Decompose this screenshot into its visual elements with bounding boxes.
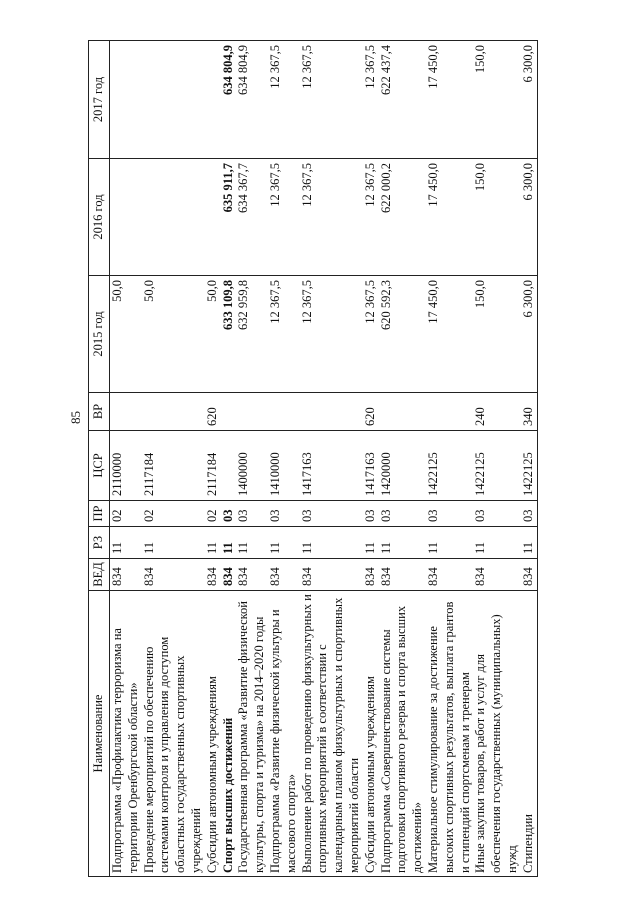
header-2015: 2015 год xyxy=(89,276,110,393)
table-row xyxy=(473,41,520,877)
row-rz: 11 xyxy=(268,527,300,559)
row-pr: 03 xyxy=(221,501,237,527)
table-header-row xyxy=(89,41,110,877)
row-value-2016: 12 367,5 xyxy=(300,159,363,276)
row-value-2017: 634 804,9 xyxy=(221,41,237,159)
row-ved: 834 xyxy=(268,559,300,591)
row-vr xyxy=(110,393,142,431)
row-value-2015: 50,0 xyxy=(142,276,205,393)
row-value-2016: 622 000,2 xyxy=(379,159,426,276)
row-rz: 11 xyxy=(521,527,537,559)
row-rz: 11 xyxy=(473,527,520,559)
row-name: Материальное стимулирование за достижение высоких спортивных результатов, выплата грантов и стипендий спортсменам и тренерам xyxy=(426,591,473,877)
row-csr xyxy=(221,431,237,501)
row-value-2015: 12 367,5 xyxy=(363,276,379,393)
row-name: Подпрограмма «Совершенствование системы подготовки спортивного резерва и спорта высших достижений» xyxy=(379,591,426,877)
row-value-2017: 6 300,0 xyxy=(521,41,537,159)
row-value-2016: 12 367,5 xyxy=(268,159,300,276)
row-csr: 1422125 xyxy=(426,431,473,501)
row-vr xyxy=(221,393,237,431)
row-vr xyxy=(268,393,300,431)
header-2017: 2017 год xyxy=(89,41,110,159)
row-vr xyxy=(300,393,363,431)
row-ved: 834 xyxy=(300,559,363,591)
row-name: Иные закупки товаров, работ и услуг для обеспечения государственных (муниципальных) нужд xyxy=(473,591,520,877)
row-vr xyxy=(142,393,205,431)
header-ved: ВЕД xyxy=(89,559,110,591)
row-name: Субсидии автономным учреждениям xyxy=(363,591,379,877)
row-value-2017: 634 804,9 xyxy=(236,41,268,159)
row-value-2017: 622 437,4 xyxy=(379,41,426,159)
row-pr: 03 xyxy=(521,501,537,527)
row-ved: 834 xyxy=(236,559,268,591)
header-vr: ВР xyxy=(89,393,110,431)
row-ved: 834 xyxy=(142,559,205,591)
row-value-2015: 12 367,5 xyxy=(268,276,300,393)
row-vr xyxy=(426,393,473,431)
header-2016: 2016 год xyxy=(89,159,110,276)
row-ved: 834 xyxy=(110,559,142,591)
row-ved: 834 xyxy=(221,559,237,591)
row-name: Субсидии автономным учреждениям xyxy=(205,591,221,877)
row-pr: 03 xyxy=(426,501,473,527)
table-row xyxy=(521,41,537,877)
row-rz: 11 xyxy=(221,527,237,559)
row-value-2017 xyxy=(110,41,142,159)
row-rz: 11 xyxy=(110,527,142,559)
row-value-2015: 620 592,3 xyxy=(379,276,426,393)
row-vr: 240 xyxy=(473,393,520,431)
row-value-2015: 6 300,0 xyxy=(521,276,537,393)
row-vr xyxy=(236,393,268,431)
row-rz: 11 xyxy=(379,527,426,559)
header-csr: ЦСР xyxy=(89,431,110,501)
row-value-2015: 50,0 xyxy=(110,276,142,393)
row-vr: 340 xyxy=(521,393,537,431)
header-pr: ПР xyxy=(89,501,110,527)
row-value-2015: 633 109,8 xyxy=(221,276,237,393)
row-value-2016: 12 367,5 xyxy=(363,159,379,276)
row-pr: 02 xyxy=(205,501,221,527)
header-rz: РЗ xyxy=(89,527,110,559)
table-row xyxy=(426,41,473,877)
row-value-2015: 150,0 xyxy=(473,276,520,393)
row-value-2017: 17 450,0 xyxy=(426,41,473,159)
row-value-2016 xyxy=(142,159,205,276)
page-number: 85 xyxy=(68,411,83,424)
row-rz: 11 xyxy=(363,527,379,559)
row-rz: 11 xyxy=(205,527,221,559)
row-value-2017 xyxy=(205,41,221,159)
row-pr: 03 xyxy=(268,501,300,527)
row-rz: 11 xyxy=(236,527,268,559)
row-pr: 03 xyxy=(363,501,379,527)
row-pr: 03 xyxy=(236,501,268,527)
row-csr: 1422125 xyxy=(473,431,520,501)
row-value-2016 xyxy=(110,159,142,276)
rotated-page xyxy=(88,41,538,877)
row-value-2017: 150,0 xyxy=(473,41,520,159)
row-ved: 834 xyxy=(426,559,473,591)
table-row xyxy=(205,41,221,877)
row-rz: 11 xyxy=(426,527,473,559)
row-pr: 02 xyxy=(142,501,205,527)
row-name: Проведение мероприятий по обеспечению системами контроля и управления доступом областных государственных спортивных учреждений xyxy=(142,591,205,877)
row-value-2015: 632 959,8 xyxy=(236,276,268,393)
row-name: Спорт высших достижений xyxy=(221,591,237,877)
row-csr: 1422125 xyxy=(521,431,537,501)
row-value-2016: 634 367,7 xyxy=(236,159,268,276)
row-rz: 11 xyxy=(142,527,205,559)
table-row xyxy=(236,41,268,877)
row-name: Выполнение работ по проведению физкультурных и спортивных мероприятий в соответствии с календарным планом физкультурных и спортивных мероприятий области xyxy=(300,591,363,877)
row-value-2015: 50,0 xyxy=(205,276,221,393)
row-rz: 11 xyxy=(300,527,363,559)
header-name: Наименование xyxy=(89,591,110,877)
table-row xyxy=(110,41,142,877)
row-value-2016: 6 300,0 xyxy=(521,159,537,276)
row-value-2016: 17 450,0 xyxy=(426,159,473,276)
row-name: Подпрограмма «Профилактика терроризма на территории Оренбургской области» xyxy=(110,591,142,877)
row-value-2017: 12 367,5 xyxy=(268,41,300,159)
row-csr: 2110000 xyxy=(110,431,142,501)
row-csr: 2117184 xyxy=(205,431,221,501)
row-pr: 02 xyxy=(110,501,142,527)
table-row xyxy=(379,41,426,877)
row-value-2017: 12 367,5 xyxy=(300,41,363,159)
row-value-2016 xyxy=(205,159,221,276)
row-ved: 834 xyxy=(521,559,537,591)
row-vr: 620 xyxy=(363,393,379,431)
row-ved: 834 xyxy=(379,559,426,591)
row-name: Стипендии xyxy=(521,591,537,877)
row-csr: 1417163 xyxy=(363,431,379,501)
row-pr: 03 xyxy=(473,501,520,527)
table-row xyxy=(300,41,363,877)
row-vr xyxy=(379,393,426,431)
row-pr: 03 xyxy=(300,501,363,527)
row-name: Государственная программа «Развитие физической культуры, спорта и туризма» на 2014–2020 годы xyxy=(236,591,268,877)
row-value-2016: 635 911,7 xyxy=(221,159,237,276)
row-csr: 1400000 xyxy=(236,431,268,501)
table-row xyxy=(363,41,379,877)
budget-table xyxy=(88,40,538,877)
table-row xyxy=(268,41,300,877)
row-value-2017 xyxy=(142,41,205,159)
row-pr: 03 xyxy=(379,501,426,527)
table-body xyxy=(110,41,538,877)
row-value-2015: 12 367,5 xyxy=(300,276,363,393)
row-value-2015: 17 450,0 xyxy=(426,276,473,393)
row-value-2016: 150,0 xyxy=(473,159,520,276)
row-ved: 834 xyxy=(363,559,379,591)
row-name: Подпрограмма «Развитие физической культуры и массового спорта» xyxy=(268,591,300,877)
table-row xyxy=(142,41,205,877)
row-csr: 2117184 xyxy=(142,431,205,501)
row-csr: 1417163 xyxy=(300,431,363,501)
row-value-2017: 12 367,5 xyxy=(363,41,379,159)
row-csr: 1410000 xyxy=(268,431,300,501)
table-row xyxy=(221,41,237,877)
row-ved: 834 xyxy=(473,559,520,591)
row-vr: 620 xyxy=(205,393,221,431)
row-ved: 834 xyxy=(205,559,221,591)
row-csr: 1420000 xyxy=(379,431,426,501)
